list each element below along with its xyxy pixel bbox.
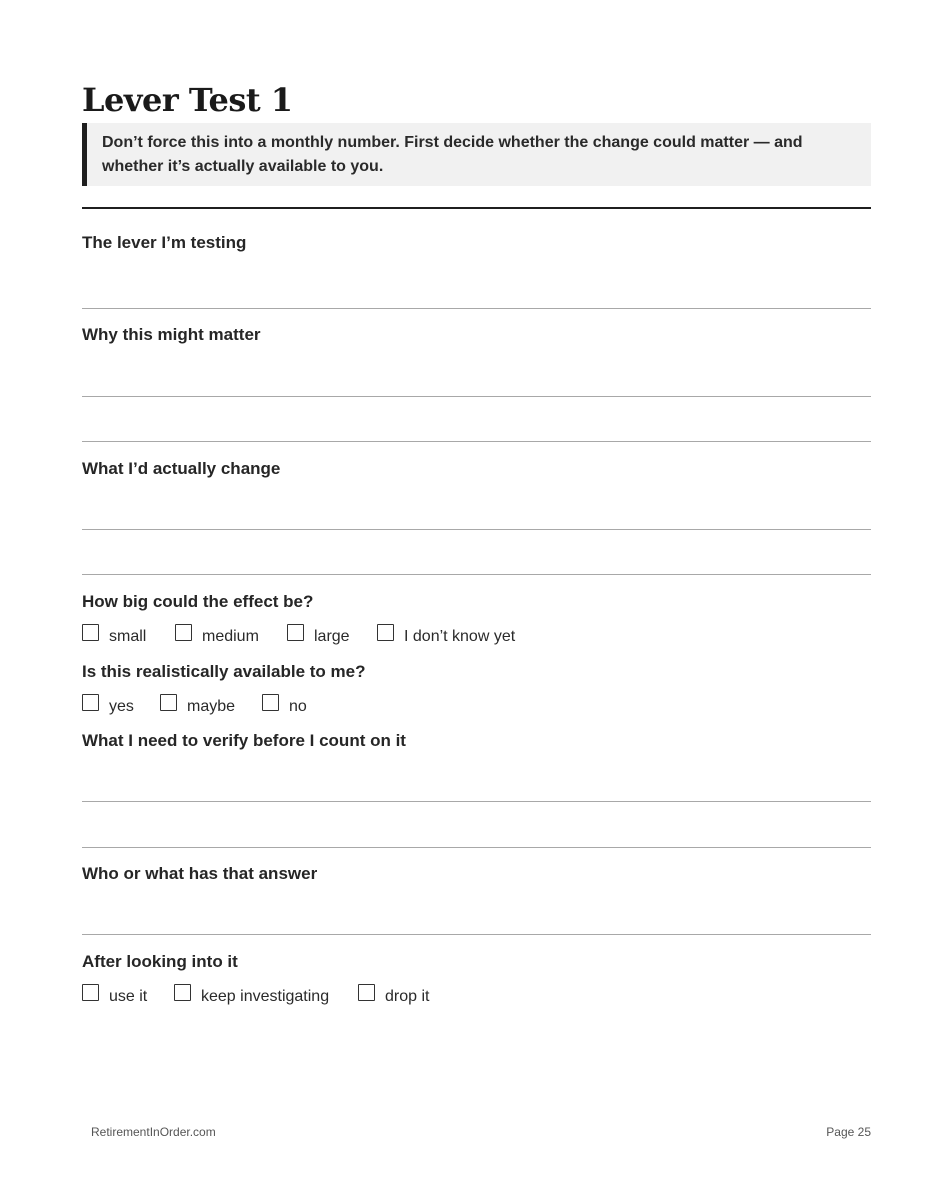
checkbox-icon[interactable] [160,694,177,711]
available-option-no[interactable]: no [262,692,307,716]
available-question: Is this realistically available to me? [82,662,366,681]
change-write-line-1[interactable] [82,529,871,530]
available-option-maybe[interactable]: maybe [160,692,235,716]
verify-write-line-2[interactable] [82,847,871,848]
effect-options [82,622,871,646]
change-label: What I’d actually change [82,459,281,478]
section-divider [82,207,871,209]
why-label: Why this might matter [82,325,261,344]
after-option-keep-investigating[interactable]: keep investigating [174,982,329,1006]
why-write-line-2[interactable] [82,441,871,442]
after-option-drop-it[interactable]: drop it [358,982,429,1006]
available-option-yes[interactable]: yes [82,692,134,716]
checkbox-icon[interactable] [377,624,394,641]
why-write-line-1[interactable] [82,396,871,397]
verify-label: What I need to verify before I count on it [82,731,406,750]
after-options [82,982,871,1006]
lever-label: The lever I’m testing [82,233,247,252]
after-question: After looking into it [82,952,238,971]
effect-option-medium[interactable]: medium [175,622,259,646]
who-write-line[interactable] [82,934,871,935]
effect-option-large[interactable]: large [287,622,350,646]
available-options [82,692,871,716]
who-label: Who or what has that answer [82,864,318,883]
checkbox-icon[interactable] [82,624,99,641]
effect-question: How big could the effect be? [82,592,314,611]
footer-page-number: Page 25 [826,1125,871,1139]
checkbox-icon[interactable] [358,984,375,1001]
checkbox-icon[interactable] [287,624,304,641]
change-write-line-2[interactable] [82,574,871,575]
checkbox-icon[interactable] [262,694,279,711]
effect-option-dont-know[interactable]: I don’t know yet [377,622,515,646]
page-title: Lever Test 1 [82,81,293,119]
checkbox-icon[interactable] [82,694,99,711]
lever-write-line[interactable] [82,308,871,309]
footer-site: RetirementInOrder.com [91,1125,216,1139]
effect-option-small[interactable]: small [82,622,146,646]
instruction-note: Don’t force this into a monthly number. First decide whether the change could matter — and whether it’s actually available to you. [82,123,871,186]
checkbox-icon[interactable] [82,984,99,1001]
after-option-use-it[interactable]: use it [82,982,147,1006]
checkbox-icon[interactable] [174,984,191,1001]
checkbox-icon[interactable] [175,624,192,641]
verify-write-line-1[interactable] [82,801,871,802]
